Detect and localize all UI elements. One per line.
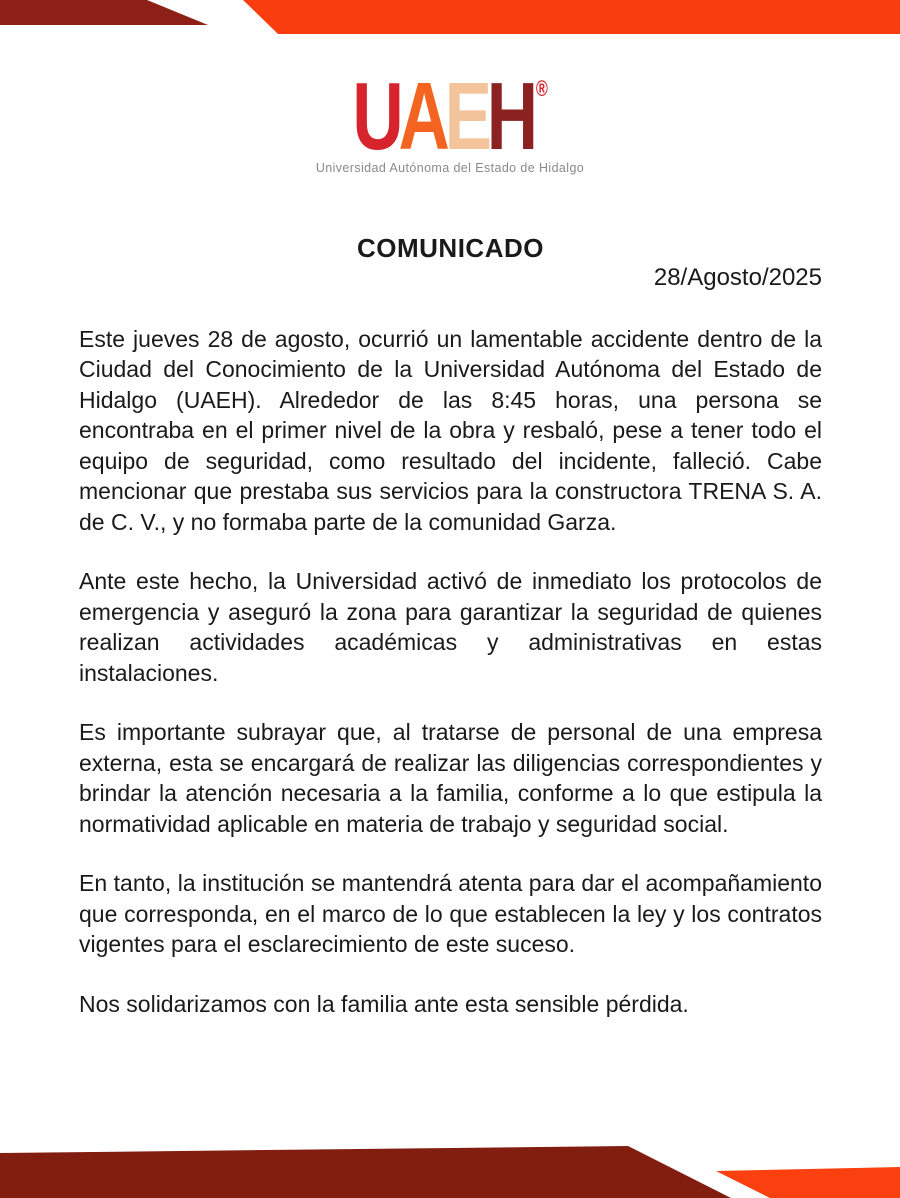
page-title: COMUNICADO <box>357 232 544 263</box>
communique-content <box>0 233 900 1020</box>
paragraph-institution-followup: En tanto, la institución se mantendrá atenta para dar el acompañamiento que corresponda, en el marco de lo que establecen la ley y los contratos vigentes para el esclarecimiento de este suceso. <box>79 870 822 958</box>
document-date: 28/Agosto/2025 <box>653 263 822 291</box>
registered-trademark-icon: ® <box>535 76 548 101</box>
bottom-maroon-ribbon <box>0 1146 731 1198</box>
logo-tagline: Universidad Autónoma del Estado de Hidalgo <box>315 160 585 175</box>
paragraph-condolences: Nos solidarizamos con la familia ante esta sensible pérdida. <box>79 990 689 1017</box>
uaeh-logo <box>0 63 900 175</box>
top-orange-ribbon <box>243 0 900 34</box>
top-left-maroon-ribbon <box>0 0 208 25</box>
logo-letter-e: E <box>444 63 487 170</box>
logo-letter-u: U <box>352 63 399 170</box>
logo-letter-h: H <box>486 63 533 170</box>
logo-letter-a: A <box>398 63 445 170</box>
paragraph-protocols: Ante este hecho, la Universidad activó de inmediato los protocolos de emergencia y aseguró la zona para garantizar la seguridad de quienes realizan actividades académicas y administrativas en estas instalaciones. <box>79 568 822 686</box>
uaeh-logo-letters <box>352 63 548 170</box>
paragraph-incident: Este jueves 28 de agosto, ocurrió un lamentable accidente dentro de la Ciudad del Conocimiento de la Universidad Autónoma del Estado de Hidalgo (UAEH). Alrededor de las 8:45 horas, una persona se encontraba en el primer nivel de la obra y resbaló, pese a tener todo el equipo de seguridad, como resultado del incidente, falleció. Cabe mencionar que prestaba sus servicios para la constructora TRENA S. A. de C. V., y no formaba parte de la comunidad Garza. <box>79 325 822 535</box>
paragraph-external-company: Es importante subrayar que, al tratarse de personal de una empresa externa, esta se encargará de realizar las diligencias correspondientes y brindar la atención necesaria a la familia, conforme a lo que estipula la normatividad aplicable en materia de trabajo y seguridad social. <box>79 719 822 837</box>
bottom-right-orange-ribbon <box>716 1167 900 1198</box>
